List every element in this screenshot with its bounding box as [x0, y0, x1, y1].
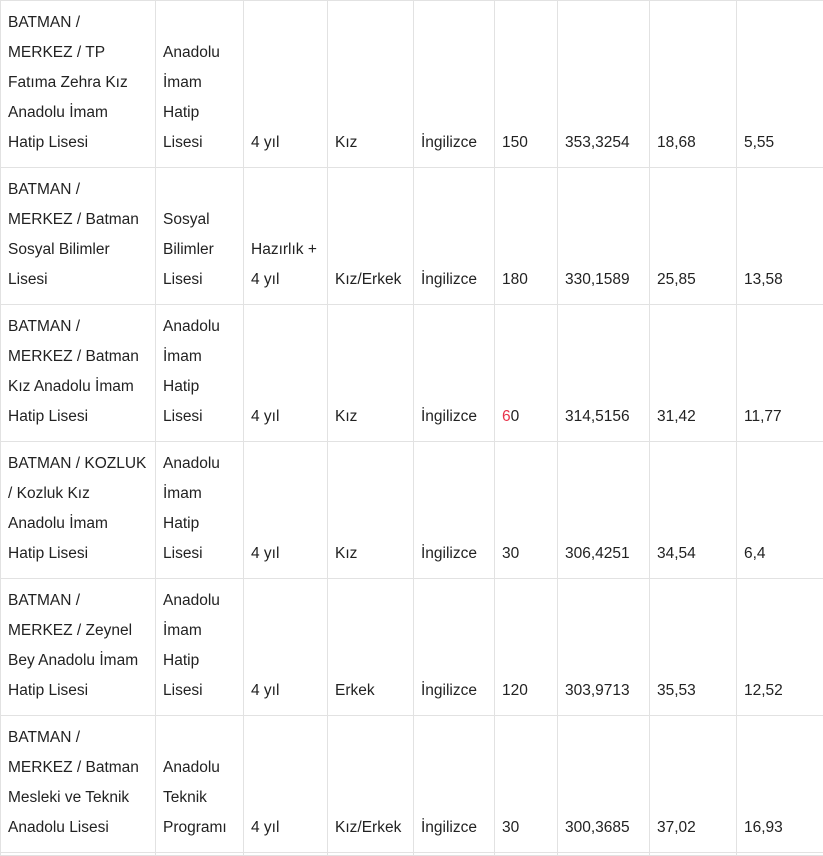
table-row-partial	[1, 853, 823, 856]
quota-cell	[495, 305, 558, 442]
score-cell: 306,4251	[558, 442, 650, 579]
school-cell: BATMAN / KOZLUK / Kozluk Kız Anadolu İmam Hatip Lisesi	[1, 442, 156, 579]
quota-cell: 180	[495, 168, 558, 305]
percentile-2019-cell: 37,02	[650, 716, 737, 853]
percentile-2018-cell: 6,4	[737, 442, 823, 579]
quota-highlight-digit: 6	[502, 408, 511, 425]
percentile-2018-cell: 12,52	[737, 579, 823, 716]
table-row	[1, 168, 823, 305]
school-cell: BATMAN / MERKEZ / Batman Mesleki ve Teknik Anadolu Lisesi	[1, 716, 156, 853]
percentile-2018-cell: 13,58	[737, 168, 823, 305]
type-cell: Sosyal Bilimler Lisesi	[156, 168, 244, 305]
school-cell: BATMAN / MERKEZ / TP Fatıma Zehra Kız Anadolu İmam Hatip Lisesi	[1, 1, 156, 168]
percentile-2018-cell: 11,77	[737, 305, 823, 442]
table-row	[1, 305, 823, 442]
empty-cell	[737, 853, 823, 856]
percentile-2018-cell: 5,55	[737, 1, 823, 168]
score-cell: 330,1589	[558, 168, 650, 305]
language-cell: İngilizce	[414, 1, 495, 168]
empty-cell	[156, 853, 244, 856]
type-cell: Anadolu Teknik Programı	[156, 716, 244, 853]
duration-cell: Hazırlık + 4 yıl	[244, 168, 328, 305]
duration-cell: 4 yıl	[244, 716, 328, 853]
duration-cell: 4 yıl	[244, 442, 328, 579]
duration-cell: 4 yıl	[244, 579, 328, 716]
type-cell: Anadolu İmam Hatip Lisesi	[156, 579, 244, 716]
gender-cell: Kız/Erkek	[328, 716, 414, 853]
quota-cell: 150	[495, 1, 558, 168]
score-cell: 353,3254	[558, 1, 650, 168]
duration-cell: 4 yıl	[244, 305, 328, 442]
quota-cell: 120	[495, 579, 558, 716]
score-cell: 303,9713	[558, 579, 650, 716]
percentile-2019-cell: 25,85	[650, 168, 737, 305]
percentile-2019-cell: 35,53	[650, 579, 737, 716]
gender-cell: Kız	[328, 1, 414, 168]
language-cell: İngilizce	[414, 305, 495, 442]
gender-cell: Kız	[328, 442, 414, 579]
quota-rest-digit: 0	[511, 408, 520, 425]
quota-cell: 30	[495, 716, 558, 853]
score-cell: 314,5156	[558, 305, 650, 442]
empty-cell	[414, 853, 495, 856]
empty-cell	[495, 853, 558, 856]
table-row	[1, 716, 823, 853]
table-row	[1, 1, 823, 168]
empty-cell	[328, 853, 414, 856]
gender-cell: Erkek	[328, 579, 414, 716]
type-cell: Anadolu İmam Hatip Lisesi	[156, 305, 244, 442]
empty-cell	[558, 853, 650, 856]
percentile-2019-cell: 34,54	[650, 442, 737, 579]
gender-cell: Kız/Erkek	[328, 168, 414, 305]
empty-cell	[244, 853, 328, 856]
gender-cell: Kız	[328, 305, 414, 442]
language-cell: İngilizce	[414, 579, 495, 716]
duration-cell: 4 yıl	[244, 1, 328, 168]
quota-cell: 30	[495, 442, 558, 579]
table-row	[1, 442, 823, 579]
percentile-2019-cell: 18,68	[650, 1, 737, 168]
school-cell: BATMAN / MERKEZ / Batman Kız Anadolu İmam Hatip Lisesi	[1, 305, 156, 442]
score-cell: 300,3685	[558, 716, 650, 853]
school-cell: BATMAN / MERKEZ / Batman Sosyal Bilimler Lisesi	[1, 168, 156, 305]
percentile-2019-cell: 31,42	[650, 305, 737, 442]
empty-cell	[1, 853, 156, 856]
empty-cell	[650, 853, 737, 856]
type-cell: Anadolu İmam Hatip Lisesi	[156, 1, 244, 168]
language-cell: İngilizce	[414, 442, 495, 579]
language-cell: İngilizce	[414, 168, 495, 305]
type-cell: Anadolu İmam Hatip Lisesi	[156, 442, 244, 579]
table-row	[1, 579, 823, 716]
language-cell: İngilizce	[414, 716, 495, 853]
school-cell: BATMAN / MERKEZ / Zeynel Bey Anadolu İmam Hatip Lisesi	[1, 579, 156, 716]
percentile-2018-cell: 16,93	[737, 716, 823, 853]
